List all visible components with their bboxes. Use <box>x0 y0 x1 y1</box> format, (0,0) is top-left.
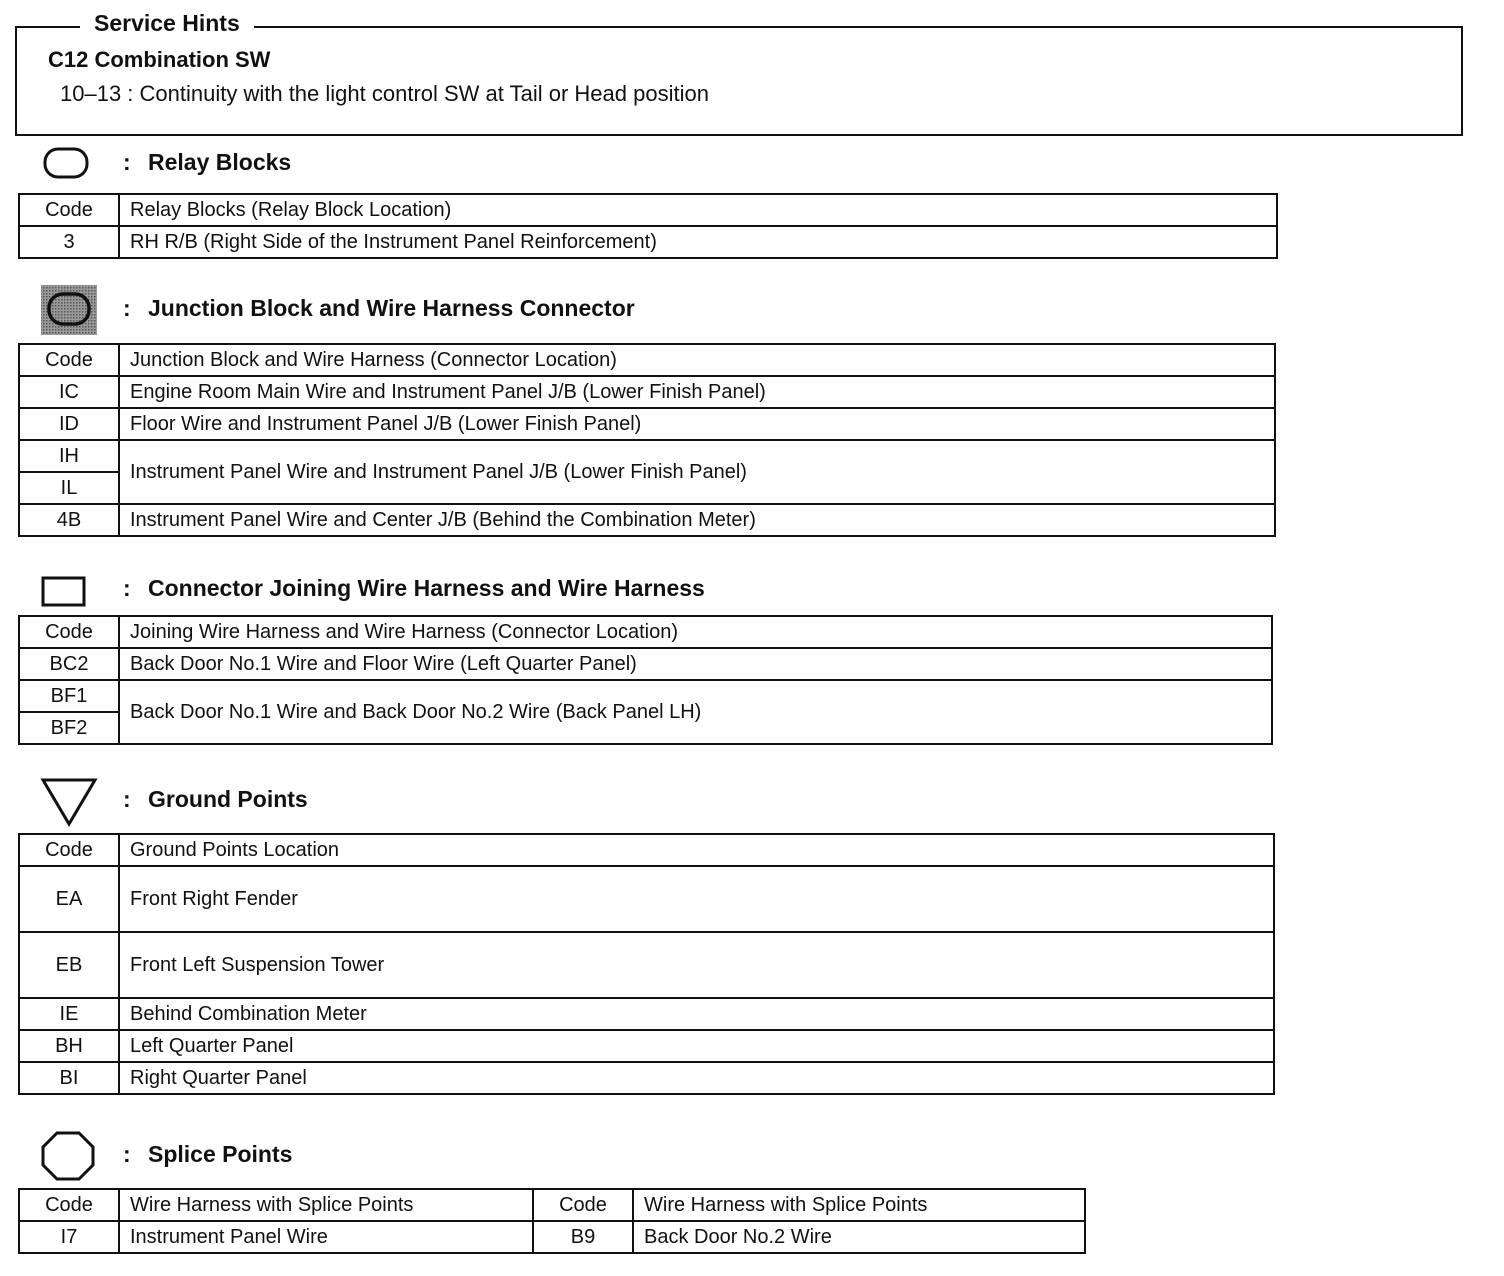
code-cell: IC <box>19 376 119 408</box>
table-row <box>19 932 1274 998</box>
shaded-connector-icon <box>40 284 98 336</box>
code-cell: BI <box>19 1062 119 1094</box>
code-cell: 3 <box>19 226 119 258</box>
junction-block-title: Junction Block and Wire Harness Connector <box>148 295 635 321</box>
table-row <box>19 998 1274 1030</box>
junction-block-table <box>18 343 1276 537</box>
ground-colon: : <box>123 786 131 812</box>
location-cell: Instrument Panel Wire and Center J/B (Behind the Combination Meter) <box>119 504 1275 536</box>
ground-points-title: Ground Points <box>148 786 308 812</box>
rounded-rectangle-icon <box>42 146 90 180</box>
table-header-row <box>19 194 1277 226</box>
table-header-row <box>19 344 1275 376</box>
code-cell: I7 <box>19 1221 119 1253</box>
wire-harness-header: Wire Harness with Splice Points <box>119 1189 533 1221</box>
table-header-row <box>19 616 1272 648</box>
table-row <box>19 866 1274 932</box>
location-cell: Behind Combination Meter <box>119 998 1274 1030</box>
splice-colon: : <box>123 1141 131 1167</box>
junction-colon: : <box>123 295 131 321</box>
wire-harness-header: Wire Harness with Splice Points <box>633 1189 1085 1221</box>
table-row <box>19 1221 1085 1253</box>
code-cell: BC2 <box>19 648 119 680</box>
location-cell: Left Quarter Panel <box>119 1030 1274 1062</box>
location-cell: Front Right Fender <box>119 866 1274 932</box>
code-header: Code <box>19 616 119 648</box>
location-cell: Engine Room Main Wire and Instrument Panel J/B (Lower Finish Panel) <box>119 376 1275 408</box>
code-cell: IE <box>19 998 119 1030</box>
ground-points-table <box>18 833 1275 1095</box>
location-header: Relay Blocks (Relay Block Location) <box>119 194 1277 226</box>
code-cell: EB <box>19 932 119 998</box>
location-cell: Right Quarter Panel <box>119 1062 1274 1094</box>
location-cell: Front Left Suspension Tower <box>119 932 1274 998</box>
code-header: Code <box>19 194 119 226</box>
table-row <box>19 648 1272 680</box>
code-cell: BH <box>19 1030 119 1062</box>
table-row <box>19 440 1275 472</box>
wire-harness-cell: Instrument Panel Wire <box>119 1221 533 1253</box>
location-cell: Floor Wire and Instrument Panel J/B (Lower Finish Panel) <box>119 408 1275 440</box>
code-header: Code <box>533 1189 633 1221</box>
location-header: Joining Wire Harness and Wire Harness (Connector Location) <box>119 616 1272 648</box>
table-row <box>19 408 1275 440</box>
relay-blocks-title: Relay Blocks <box>148 149 292 175</box>
location-cell: RH R/B (Right Side of the Instrument Panel Reinforcement) <box>119 226 1277 258</box>
location-cell: Back Door No.1 Wire and Floor Wire (Left Quarter Panel) <box>119 648 1272 680</box>
code-cell: 4B <box>19 504 119 536</box>
splice-points-table <box>18 1188 1086 1254</box>
rectangle-icon <box>41 575 87 609</box>
connector-table <box>18 615 1273 745</box>
triangle-icon <box>40 776 98 828</box>
connector-title: Connector Joining Wire Harness and Wire Harness <box>148 575 705 601</box>
service-hints-component: C12 Combination SW <box>48 47 271 72</box>
table-row <box>19 1062 1274 1094</box>
code-header: Code <box>19 1189 119 1221</box>
location-cell: Instrument Panel Wire and Instrument Panel J/B (Lower Finish Panel) <box>119 440 1275 504</box>
octagon-icon <box>40 1130 96 1182</box>
table-header-row <box>19 834 1274 866</box>
code-cell: BF2 <box>19 712 119 744</box>
wire-harness-cell: Back Door No.2 Wire <box>633 1221 1085 1253</box>
code-cell: EA <box>19 866 119 932</box>
location-cell: Back Door No.1 Wire and Back Door No.2 Wire (Back Panel LH) <box>119 680 1272 744</box>
table-header-row <box>19 1189 1085 1221</box>
location-header: Ground Points Location <box>119 834 1274 866</box>
table-row <box>19 680 1272 712</box>
code-cell: B9 <box>533 1221 633 1253</box>
table-row <box>19 226 1277 258</box>
code-header: Code <box>19 344 119 376</box>
splice-points-title: Splice Points <box>148 1141 293 1167</box>
table-row <box>19 1030 1274 1062</box>
connector-colon: : <box>123 575 131 601</box>
code-cell: ID <box>19 408 119 440</box>
service-hints-title: Service Hints <box>80 10 254 37</box>
table-row <box>19 376 1275 408</box>
relay-blocks-table <box>18 193 1278 259</box>
code-cell: IL <box>19 472 119 504</box>
code-cell: IH <box>19 440 119 472</box>
code-header: Code <box>19 834 119 866</box>
table-row <box>19 504 1275 536</box>
location-header: Junction Block and Wire Harness (Connector Location) <box>119 344 1275 376</box>
code-cell: BF1 <box>19 680 119 712</box>
relay-colon: : <box>123 149 131 175</box>
service-hints-line: 10–13 : Continuity with the light control SW at Tail or Head position <box>60 81 709 106</box>
